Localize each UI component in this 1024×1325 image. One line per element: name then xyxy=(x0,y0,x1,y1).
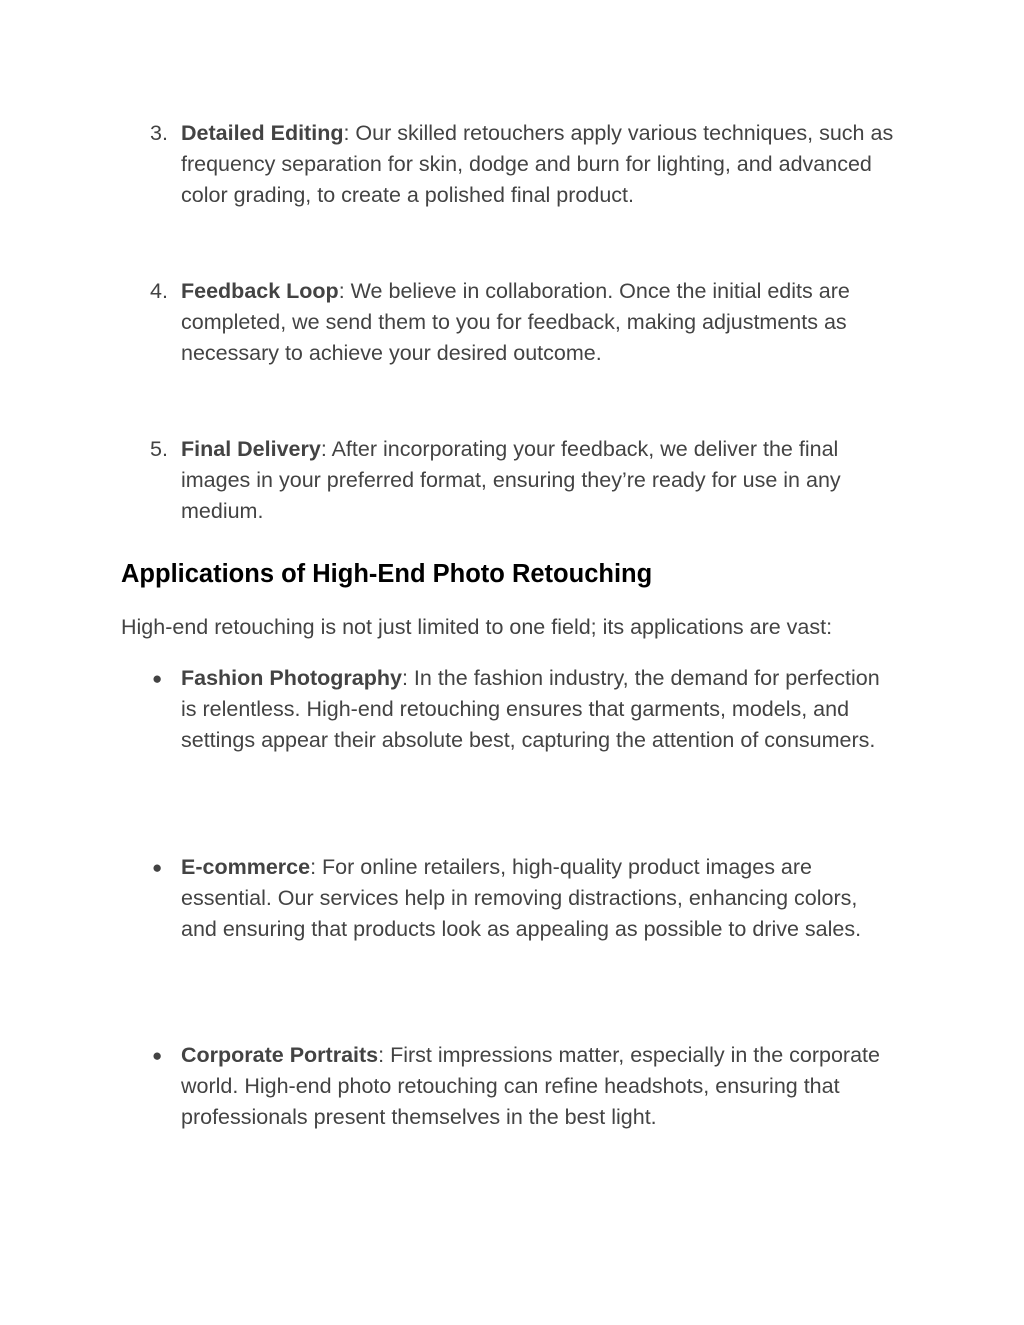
list-item-term: Corporate Portraits xyxy=(181,1043,379,1067)
list-number: 5. xyxy=(150,437,168,461)
list-item-text xyxy=(181,276,881,369)
list-number: 3. xyxy=(150,121,168,145)
bullet-icon: ● xyxy=(152,1046,163,1065)
list-item-description: : First impressions matter, especially in the corporate world. High-end photo retouching can refine headshots, ensuring that professionals present themselves in the best light. xyxy=(181,1043,880,1129)
list-item-description: : Our skilled retouchers apply various techniques, such as frequency separation for skin, dodge and burn for lighting, and advanced color grading, to create a polished final product. xyxy=(181,121,894,207)
bullet-icon: ● xyxy=(152,858,163,877)
list-item-term: E-commerce xyxy=(181,855,311,879)
list-item-text xyxy=(181,852,886,945)
list-item-text xyxy=(181,1040,881,1133)
list-item-term: Detailed Editing xyxy=(181,121,344,145)
list-item-term: Final Delivery xyxy=(181,437,321,461)
list-number: 4. xyxy=(150,279,168,303)
list-item-description: : We believe in collaboration. Once the initial edits are completed, we send them to you for feedback, making adjustments as necessary to achieve your desired outcome. xyxy=(181,279,850,365)
list-item-description: : After incorporating your feedback, we deliver the final images in your preferred format, ensuring they’re ready for use in any medium. xyxy=(181,437,841,523)
section-intro: High-end retouching is not just limited to one field; its applications are vast: xyxy=(121,615,833,639)
list-item-term: Fashion Photography xyxy=(181,666,402,690)
list-item-text xyxy=(181,663,896,756)
bullet-icon: ● xyxy=(152,669,163,688)
section-heading: Applications of High-End Photo Retouching xyxy=(121,560,653,588)
list-item-term: Feedback Loop xyxy=(181,279,339,303)
list-item-description: : For online retailers, high-quality product images are essential. Our services help in removing distractions, enhancing colors, and ensuring that products look as appealing as possible to drive sales. xyxy=(181,855,862,941)
list-item-description: : In the fashion industry, the demand for perfection is relentless. High-end retouching ensures that garments, models, and settings appear their absolute best, capturing the attention of consumers. xyxy=(181,666,880,752)
list-item-text xyxy=(181,118,911,211)
list-item-text xyxy=(181,434,911,527)
